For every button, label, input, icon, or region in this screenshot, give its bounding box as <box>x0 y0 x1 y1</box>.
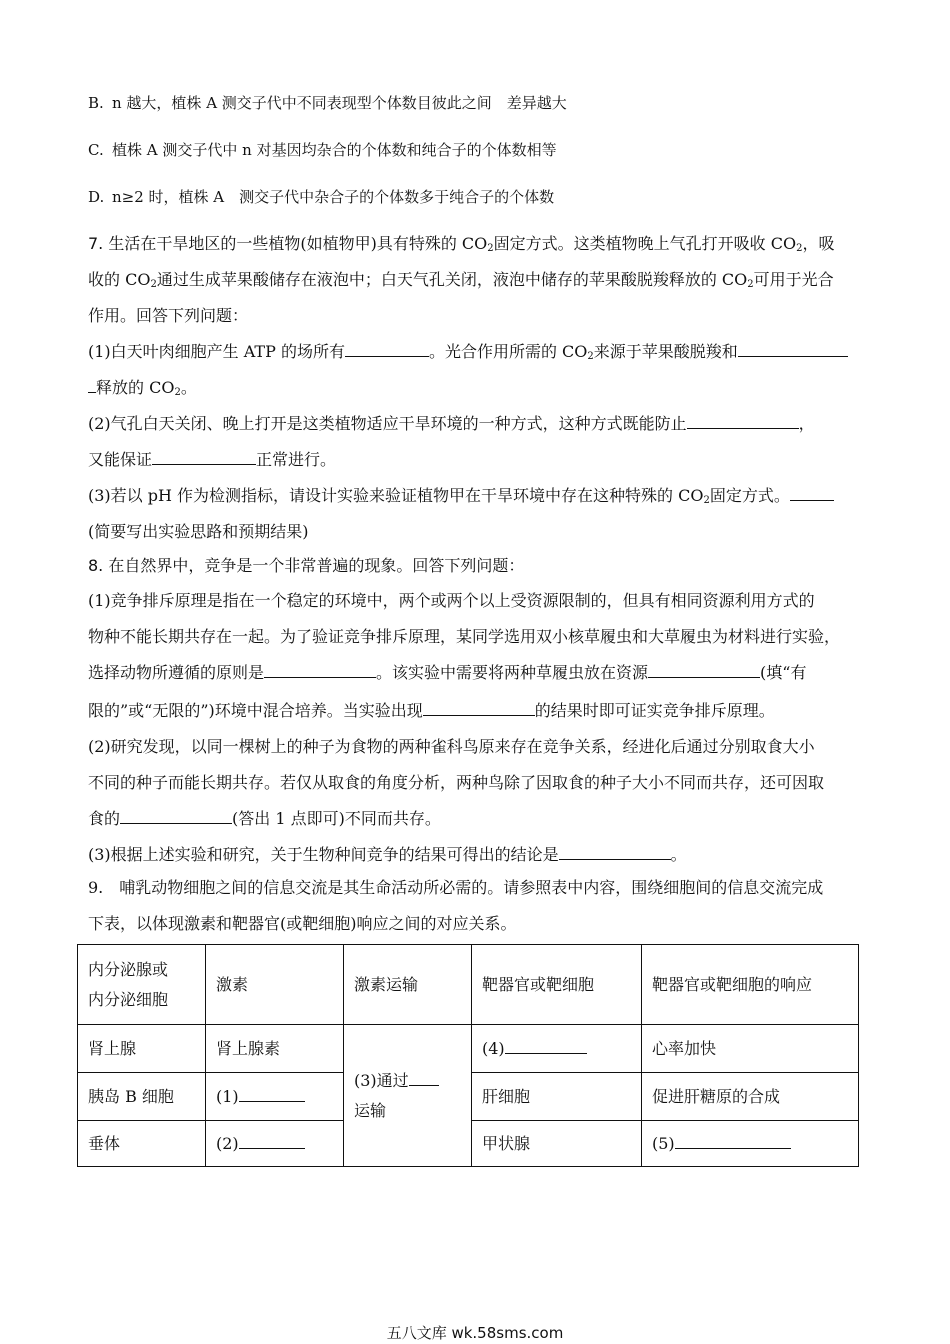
answer-blank[interactable] <box>239 1086 305 1102</box>
header-gland-line-2: 内分泌细胞 <box>88 989 169 1009</box>
q7-text-2c: 可用于光合 <box>753 270 834 289</box>
sub-2: 2 <box>747 279 754 290</box>
cell-response <box>642 1121 859 1167</box>
sub-2: 2 <box>150 279 157 290</box>
hormone-table <box>77 944 859 1167</box>
answer-blank[interactable] <box>264 662 376 678</box>
q8-part-2-c <box>88 807 441 831</box>
answer-blank[interactable] <box>120 808 232 824</box>
q9-text-1: 哺乳动物细胞之间的信息交流是其生命活动所必需的。请参照表中内容，围绕细胞间的信息交流完成 <box>103 878 824 897</box>
q7-p1-text-b: 。光合作用所需的 CO <box>428 342 588 361</box>
q7-line-3: 作用。回答下列问题： <box>88 306 249 325</box>
q7-line-1 <box>88 232 835 261</box>
option-b-text: n 越大，植株 A 测交子代中不同表现型个体数目彼此之间 差异越大 <box>112 94 567 112</box>
cell-hormone <box>206 1121 344 1167</box>
q7-line-2 <box>88 268 834 297</box>
q8-p3-text-a: (3)根据上述实验和研究，关于生物种间竞争的结果可得出的结论是 <box>88 845 559 864</box>
answer-blank[interactable] <box>648 662 760 678</box>
footer-watermark: 五八文库 wk.58sms.com <box>386 1324 564 1342</box>
answer-blank[interactable] <box>790 485 834 501</box>
header-response: 靶器官或靶细胞的响应 <box>642 945 859 1025</box>
cell-hormone <box>206 1073 344 1121</box>
q8-line-1 <box>88 554 524 578</box>
target-prefix: (4) <box>482 1038 505 1058</box>
q7-p2-text-c: 又能保证 <box>88 450 153 469</box>
cell-gland: 垂体 <box>78 1121 206 1167</box>
q8-part-3 <box>88 843 687 867</box>
header-target: 靶器官或靶细胞 <box>472 945 642 1025</box>
q8-text-1: 在自然界中，竞争是一个非常普遍的现象。回答下列问题： <box>103 556 525 575</box>
table-row <box>78 1025 859 1073</box>
q8-p1-text-g: 的结果时即可证实竞争排斥原理。 <box>534 701 775 720</box>
q7-part-3-cont: (简要写出实验思路和预期结果) <box>88 522 309 541</box>
q8-part-1-b: 物种不能长期共存在一起。为了验证竞争排斥原理，某同学选用双小核草履虫和大草履虫为材料进行实验， <box>88 627 841 646</box>
q8-p1-text-d: 。该实验中需要将两种草履虫放在资源 <box>376 663 649 682</box>
header-gland-line-1: 内分泌腺或 <box>88 959 169 979</box>
q7-p1-text-d: 释放的 CO <box>96 378 175 397</box>
option-b-label: B. <box>88 94 104 112</box>
q7-p2-text-a: (2)气孔白天关闭、晚上打开是这类植物适应干旱环境的一种方式，这种方式既能防止 <box>88 414 687 433</box>
option-d <box>88 185 554 209</box>
header-transport: 激素运输 <box>344 945 472 1025</box>
sub-2: 2 <box>487 243 494 254</box>
q8-p1-text-e: (填“有 <box>760 663 807 682</box>
option-d-text: n≥2 时，植株 A 测交子代中杂合子的个体数多于纯合子的个体数 <box>112 188 555 206</box>
q9-number: 9. <box>88 878 104 897</box>
answer-blank[interactable] <box>152 449 256 465</box>
cell-target: 甲状腺 <box>472 1121 642 1167</box>
cell-gland: 胰岛 B 细胞 <box>78 1073 206 1121</box>
q7-text-1c: ，吸 <box>802 234 835 253</box>
q7-p1-text-c: 来源于苹果酸脱羧和 <box>593 342 738 361</box>
cell-response: 心率加快 <box>642 1025 859 1073</box>
answer-blank[interactable] <box>559 844 671 860</box>
hormone-prefix: (2) <box>216 1133 239 1153</box>
option-c-text: 植株 A 测交子代中 n 对基因均杂合的个体数和纯合子的个体数相等 <box>112 141 557 159</box>
q9-line-1 <box>88 876 823 900</box>
q8-part-2-a: (2)研究发现，以同一棵树上的种子为食物的两种雀科鸟原来存在竞争关系，经进化后通过分别取食大小 <box>88 737 815 756</box>
q7-p1-text-a: (1)白天叶肉细胞产生 ATP 的场所有 <box>88 342 345 361</box>
answer-blank[interactable] <box>239 1133 305 1149</box>
q7-p3-text-b: 固定方式。 <box>709 486 790 505</box>
q8-number: 8. <box>88 556 104 575</box>
q7-p2-text-d: 正常进行。 <box>256 450 337 469</box>
cell-gland: 肾上腺 <box>78 1025 206 1073</box>
response-prefix: (5) <box>652 1133 675 1153</box>
q8-p2-text-d: (答出 1 点即可)不同而共存。 <box>232 809 441 828</box>
q7-part-1 <box>88 340 848 369</box>
q8-p1-text-f: 限的”或“无限的”)环境中混合培养。当实验出现 <box>88 701 423 720</box>
q8-p1-text-c: 选择动物所遵循的原则是 <box>88 663 265 682</box>
q7-text-2b: 通过生成苹果酸储存在液泡中；白天气孔关闭，液泡中储存的苹果酸脱羧释放的 CO <box>156 270 748 289</box>
option-c <box>88 138 557 162</box>
q7-part-1-cont <box>88 376 197 405</box>
q7-part-2-cont <box>88 448 336 472</box>
sub-2: 2 <box>174 387 181 398</box>
option-b <box>88 91 567 115</box>
q7-text-1b: 固定方式。这类植物晚上气孔打开吸收 CO <box>493 234 797 253</box>
transport-text-a: (3)通过 <box>354 1070 409 1090</box>
answer-blank[interactable] <box>505 1038 587 1054</box>
q9-line-2: 下表，以体现激素和靶器官(或靶细胞)响应之间的对应关系。 <box>88 914 517 933</box>
q8-p2-text-c: 食的 <box>88 809 121 828</box>
sub-2: 2 <box>703 495 710 506</box>
hormone-prefix: (1) <box>216 1086 239 1106</box>
transport-text-b: 运输 <box>354 1100 387 1120</box>
q8-p3-text-b: 。 <box>670 845 687 864</box>
q8-part-2-b: 不同的种子而能长期共存。若仅从取食的角度分析，两种鸟除了因取食的种子大小不同而共存，还可因取 <box>88 773 825 792</box>
header-gland <box>78 945 206 1025</box>
q7-p3-text-a: (3)若以 pH 作为检测指标，请设计实验来验证植物甲在干旱环境中存在这种特殊的 CO <box>88 486 704 505</box>
answer-blank[interactable] <box>345 341 429 357</box>
q7-part-2 <box>88 412 815 436</box>
q7-p1-text-e: 。 <box>180 378 197 397</box>
cell-transport <box>344 1025 472 1167</box>
answer-blank[interactable] <box>409 1070 439 1086</box>
q8-part-1-a: (1)竞争排斥原理是指在一个稳定的环境中，两个或两个以上受资源限制的，但具有相同资源利用方式的 <box>88 591 815 610</box>
cell-target <box>472 1025 642 1073</box>
q7-p2-text-b: ， <box>798 414 815 433</box>
sub-2: 2 <box>587 351 594 362</box>
answer-blank[interactable] <box>423 700 535 716</box>
q7-part-3 <box>88 484 834 513</box>
q8-part-1-c <box>88 661 806 685</box>
option-d-label: D. <box>88 188 105 206</box>
q7-text-1a: 生活在干旱地区的一些植物(如植物甲)具有特殊的 CO <box>103 234 488 253</box>
cell-target: 肝细胞 <box>472 1073 642 1121</box>
q7-text-2a: 收的 CO <box>88 270 151 289</box>
answer-blank[interactable] <box>687 413 799 429</box>
cell-hormone: 肾上腺素 <box>206 1025 344 1073</box>
sub-2: 2 <box>796 243 803 254</box>
answer-blank[interactable] <box>675 1133 791 1149</box>
option-c-label: C. <box>88 141 104 159</box>
q8-part-1-d <box>88 699 775 723</box>
header-hormone: 激素 <box>206 945 344 1025</box>
table-header-row <box>78 945 859 1025</box>
q7-number: 7. <box>88 234 104 253</box>
answer-blank[interactable] <box>738 341 848 357</box>
cell-response: 促进肝糖原的合成 <box>642 1073 859 1121</box>
answer-blank[interactable] <box>88 377 96 393</box>
